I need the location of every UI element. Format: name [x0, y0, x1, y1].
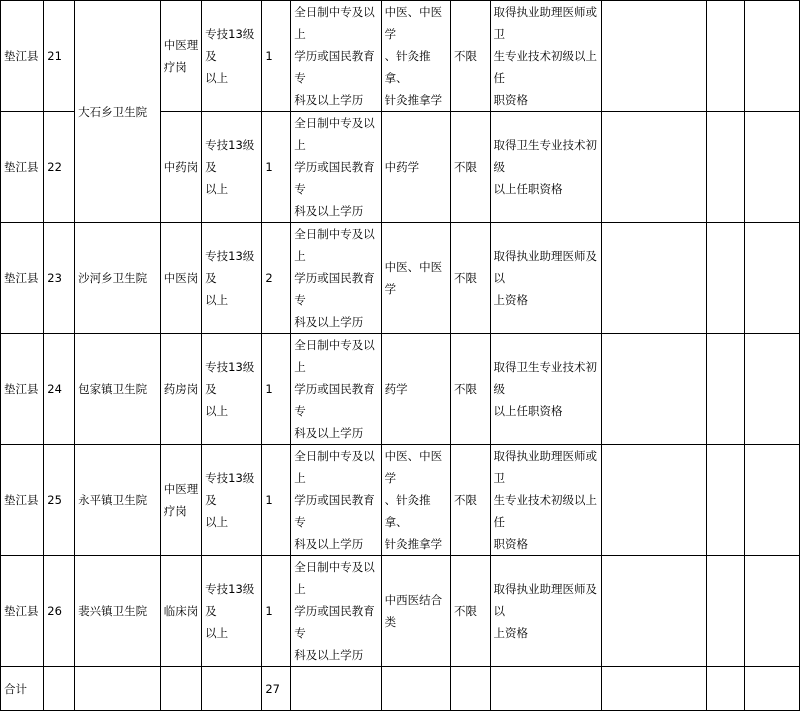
education-cell-line: 全日制中专及以上 — [294, 560, 375, 596]
empty-cell — [745, 334, 800, 445]
number-cell: 22 — [44, 112, 75, 223]
grade-cell-line: 专技13级及 — [205, 27, 255, 63]
number-cell: 21 — [44, 1, 75, 112]
qualification-cell — [490, 556, 601, 667]
qualification-cell-line: 职资格 — [493, 93, 529, 107]
empty-cell — [745, 223, 800, 334]
post-cell — [160, 556, 201, 667]
empty-cell — [601, 334, 707, 445]
post-cell — [160, 223, 201, 334]
education-cell-line: 科及以上学历 — [294, 204, 364, 218]
major-cell-line: 中医、中医学 — [384, 449, 443, 485]
qualification-cell-line: 取得执业助理医师及以 — [493, 582, 598, 618]
county-cell: 垫江县 — [1, 223, 44, 334]
major-cell-line: 、针灸推拿、 — [384, 493, 431, 529]
grade-cell-line: 专技13级及 — [205, 582, 255, 618]
major-cell — [381, 445, 450, 556]
table-row — [1, 334, 800, 445]
education-cell-line: 科及以上学历 — [294, 426, 364, 440]
count-cell: 2 — [262, 223, 291, 334]
grade-cell — [202, 223, 262, 334]
table-row — [1, 1, 800, 112]
post-cell-line: 疗岗 — [163, 60, 187, 74]
number-cell: 25 — [44, 445, 75, 556]
unit-cell: 裴兴镇卫生院 — [75, 556, 161, 667]
grade-cell-line: 专技13级及 — [205, 249, 255, 285]
post-cell-line: 中药岗 — [163, 160, 199, 174]
post-cell-line: 中医岗 — [163, 271, 199, 285]
qualification-cell — [490, 1, 601, 112]
empty-cell — [745, 556, 800, 667]
empty-cell — [707, 445, 745, 556]
total-label: 合计 — [1, 667, 44, 711]
other-cell: 不限 — [450, 112, 490, 223]
major-cell-line: 中医、中医学 — [384, 5, 443, 41]
county-cell: 垫江县 — [1, 1, 44, 112]
empty-cell — [745, 1, 800, 112]
grade-cell-line: 以上 — [205, 515, 229, 529]
education-cell — [291, 112, 381, 223]
unit-cell: 沙河乡卫生院 — [75, 223, 161, 334]
grade-cell-line: 以上 — [205, 182, 229, 196]
education-cell-line: 学历或国民教育专 — [294, 382, 375, 418]
grade-cell — [202, 1, 262, 112]
post-cell-line: 药房岗 — [163, 382, 199, 396]
education-cell-line: 科及以上学历 — [294, 537, 364, 551]
education-cell — [291, 1, 381, 112]
major-cell — [381, 223, 450, 334]
table-body — [1, 1, 800, 711]
major-cell-line: 针灸推拿学 — [384, 537, 443, 551]
empty-cell — [160, 667, 201, 711]
post-cell-line: 中医理 — [163, 38, 199, 52]
education-cell-line: 科及以上学历 — [294, 315, 364, 329]
other-cell: 不限 — [450, 334, 490, 445]
education-cell-line: 全日制中专及以上 — [294, 227, 375, 263]
empty-cell — [745, 112, 800, 223]
qualification-cell-line: 以上任职资格 — [493, 404, 563, 418]
grade-cell-line: 以上 — [205, 293, 229, 307]
education-cell-line: 全日制中专及以上 — [294, 449, 375, 485]
empty-cell — [601, 1, 707, 112]
number-cell: 24 — [44, 334, 75, 445]
education-cell-line: 科及以上学历 — [294, 93, 364, 107]
grade-cell-line: 以上 — [205, 404, 229, 418]
education-cell — [291, 445, 381, 556]
grade-cell-line: 专技13级及 — [205, 138, 255, 174]
empty-cell — [745, 667, 800, 711]
major-cell-line: 针灸推拿学 — [384, 93, 443, 107]
total-count: 27 — [262, 667, 291, 711]
grade-cell — [202, 334, 262, 445]
education-cell-line: 学历或国民教育专 — [294, 493, 375, 529]
empty-cell — [490, 667, 601, 711]
empty-cell — [601, 223, 707, 334]
major-cell — [381, 556, 450, 667]
qualification-cell — [490, 445, 601, 556]
count-cell: 1 — [262, 556, 291, 667]
grade-cell — [202, 556, 262, 667]
post-cell-line: 中医理 — [163, 482, 199, 496]
grade-cell-line: 专技13级及 — [205, 360, 255, 396]
county-cell: 垫江县 — [1, 112, 44, 223]
qualification-cell-line: 上资格 — [493, 626, 529, 640]
qualification-cell-line: 取得执业助理医师或卫 — [493, 5, 598, 41]
other-cell: 不限 — [450, 223, 490, 334]
major-cell-line: 中西医结合类 — [384, 593, 443, 629]
post-cell-line: 临床岗 — [163, 604, 199, 618]
major-cell-line: 药学 — [384, 382, 408, 396]
empty-cell — [291, 667, 381, 711]
grade-cell — [202, 112, 262, 223]
empty-cell — [601, 445, 707, 556]
empty-cell — [601, 556, 707, 667]
empty-cell — [707, 112, 745, 223]
education-cell-line: 学历或国民教育专 — [294, 604, 375, 640]
count-cell: 1 — [262, 112, 291, 223]
empty-cell — [707, 223, 745, 334]
education-cell-line: 全日制中专及以上 — [294, 5, 375, 41]
education-cell — [291, 334, 381, 445]
count-cell: 1 — [262, 1, 291, 112]
qualification-cell-line: 生专业技术初级以上任 — [493, 493, 598, 529]
education-cell-line: 全日制中专及以上 — [294, 116, 375, 152]
qualification-cell-line: 取得执业助理医师或卫 — [493, 449, 598, 485]
number-cell: 23 — [44, 223, 75, 334]
other-cell: 不限 — [450, 556, 490, 667]
empty-cell — [202, 667, 262, 711]
other-cell: 不限 — [450, 445, 490, 556]
qualification-cell-line: 生专业技术初级以上任 — [493, 49, 598, 85]
unit-cell: 包家镇卫生院 — [75, 334, 161, 445]
major-cell — [381, 1, 450, 112]
education-cell-line: 学历或国民教育专 — [294, 49, 375, 85]
empty-cell — [381, 667, 450, 711]
education-cell-line: 学历或国民教育专 — [294, 160, 375, 196]
empty-cell — [75, 667, 161, 711]
major-cell — [381, 112, 450, 223]
qualification-cell-line: 取得执业助理医师及以 — [493, 249, 598, 285]
number-cell: 26 — [44, 556, 75, 667]
empty-cell — [707, 334, 745, 445]
grade-cell-line: 以上 — [205, 71, 229, 85]
post-cell — [160, 445, 201, 556]
county-cell: 垫江县 — [1, 334, 44, 445]
major-cell — [381, 334, 450, 445]
unit-cell: 大石乡卫生院 — [75, 1, 161, 223]
education-cell-line: 学历或国民教育专 — [294, 271, 375, 307]
qualification-cell-line: 上资格 — [493, 293, 529, 307]
qualification-cell — [490, 334, 601, 445]
table-row — [1, 556, 800, 667]
count-cell: 1 — [262, 334, 291, 445]
county-cell: 垫江县 — [1, 445, 44, 556]
count-cell: 1 — [262, 445, 291, 556]
education-cell-line: 全日制中专及以上 — [294, 338, 375, 374]
empty-cell — [707, 1, 745, 112]
table-row — [1, 445, 800, 556]
education-cell — [291, 556, 381, 667]
qualification-cell — [490, 112, 601, 223]
qualification-cell-line: 取得卫生专业技术初级 — [493, 138, 598, 174]
empty-cell — [44, 667, 75, 711]
county-cell: 垫江县 — [1, 556, 44, 667]
qualification-cell-line: 以上任职资格 — [493, 182, 563, 196]
qualification-cell-line: 取得卫生专业技术初级 — [493, 360, 598, 396]
unit-cell: 永平镇卫生院 — [75, 445, 161, 556]
grade-cell-line: 以上 — [205, 626, 229, 640]
table-row — [1, 223, 800, 334]
education-cell — [291, 223, 381, 334]
post-cell — [160, 112, 201, 223]
empty-cell — [601, 667, 707, 711]
major-cell-line: 中药学 — [384, 160, 420, 174]
post-cell — [160, 334, 201, 445]
major-cell-line: 中医、中医学 — [384, 260, 443, 296]
total-row — [1, 667, 800, 711]
major-cell-line: 、针灸推拿、 — [384, 49, 431, 85]
empty-cell — [745, 445, 800, 556]
empty-cell — [707, 667, 745, 711]
education-cell-line: 科及以上学历 — [294, 648, 364, 662]
grade-cell — [202, 445, 262, 556]
post-cell-line: 疗岗 — [163, 504, 187, 518]
qualification-cell — [490, 223, 601, 334]
other-cell: 不限 — [450, 1, 490, 112]
empty-cell — [707, 556, 745, 667]
qualification-cell-line: 职资格 — [493, 537, 529, 551]
empty-cell — [601, 112, 707, 223]
post-cell — [160, 1, 201, 112]
grade-cell-line: 专技13级及 — [205, 471, 255, 507]
empty-cell — [450, 667, 490, 711]
